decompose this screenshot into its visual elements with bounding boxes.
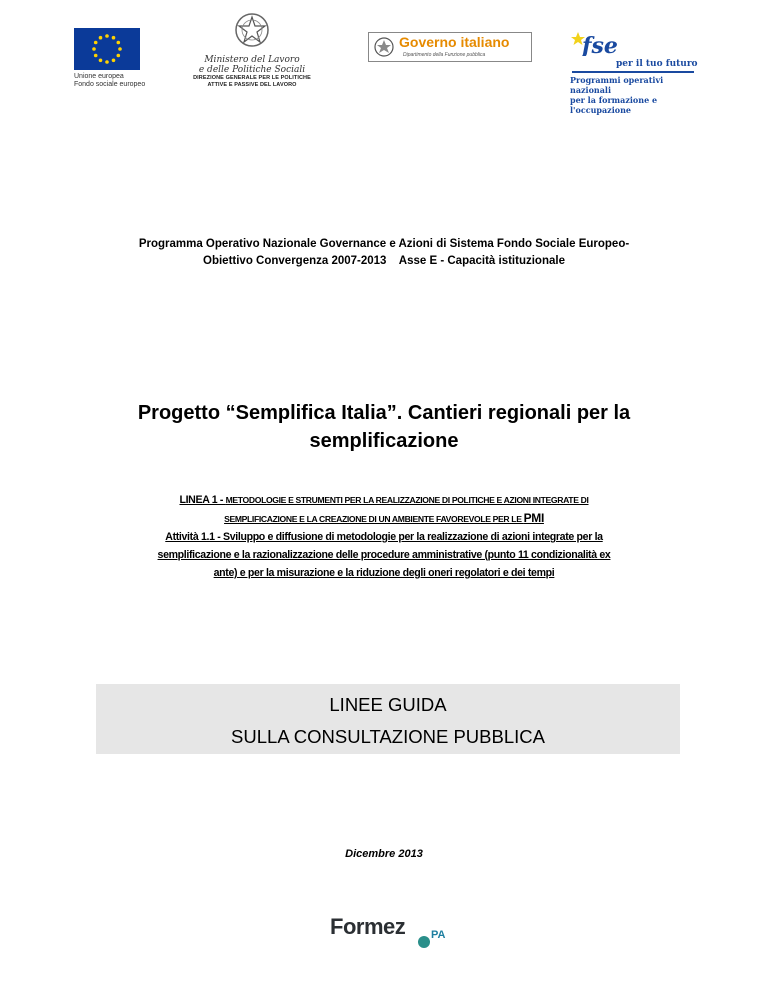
- eu-caption-1: Unione europea: [74, 73, 124, 80]
- eu-logo: [74, 28, 154, 89]
- fse-mark-icon: [570, 30, 620, 56]
- eu-flag-icon: [74, 28, 140, 70]
- linea-prefix: LINEA 1 -: [179, 494, 226, 506]
- ministry-direction-1: DIREZIONE GENERALE PER LE POLITICHE: [193, 75, 311, 81]
- formez-word: Formez: [330, 914, 406, 939]
- svg-text:fse: fse: [582, 33, 618, 56]
- linea-block: [40, 491, 728, 582]
- linea-text-2: SEMPLIFICAZIONE E LA CREAZIONE DI UN AMBIENTE FAVOREVOLE PER LE: [224, 514, 524, 524]
- linea-line-2: [40, 509, 728, 528]
- linea-text-1: METODOLOGIE E STRUMENTI PER LA REALIZZAZIONE DI POLITICHE E AZIONI INTEGRATE DI: [225, 495, 589, 505]
- fse-logo: [570, 30, 705, 115]
- document-title-line-1: LINEE GUIDA: [329, 694, 447, 715]
- programme-header-line-1: Programma Operativo Nazionale Governance e Azioni di Sistema Fondo Sociale Europeo-: [138, 238, 630, 250]
- attivita-line-1: Attività 1.1 - Sviluppo e diffusione di metodologie per la realizzazione di azioni integrate per la: [165, 531, 603, 543]
- governo-italiano-logo: [368, 32, 532, 62]
- attivita-line-3: ante) e per la misurazione e la riduzione degli oneri regolatori e dei tempi: [213, 567, 555, 579]
- ministry-logo: [192, 10, 312, 89]
- eu-caption-2: Fondo sociale europeo: [74, 81, 146, 88]
- project-title: [80, 399, 688, 455]
- linea-line-1: [40, 491, 728, 509]
- linea-pmi: PMI: [523, 511, 544, 525]
- formez-pa-suffix: PA: [431, 929, 446, 941]
- republic-emblem-icon: [232, 10, 272, 50]
- fse-tagline: per il tuo futuro: [616, 59, 698, 69]
- document-date: Dicembre 2013: [345, 848, 423, 860]
- ministry-name-2: e delle Politiche Sociali: [198, 65, 306, 75]
- ministry-name-1: Ministero del Lavoro: [204, 55, 300, 65]
- fse-subtitle-1: Programmi operativi nazionali: [570, 75, 664, 95]
- governo-emblem-icon: [373, 36, 395, 58]
- fse-subtitle-2: per la formazione e l'occupazione: [570, 95, 658, 115]
- governo-subtitle: Dipartimento della Funzione pubblica: [403, 52, 486, 58]
- formez-pa-logo: [330, 914, 450, 954]
- project-title-line-2: semplificazione: [309, 430, 459, 452]
- programme-header: [60, 236, 708, 270]
- attivita-line-2: semplificazione e la razionalizzazione delle procedure amministrative (punto 11 condizionalità ex: [157, 549, 611, 561]
- document-title-line-2: SULLA CONSULTAZIONE PUBBLICA: [231, 726, 545, 747]
- ministry-direction-2: ATTIVE E PASSIVE DEL LAVORO: [207, 82, 297, 88]
- formez-dot-icon: [418, 936, 430, 948]
- programme-header-line-2: Obiettivo Convergenza 2007-2013 Asse E - Capacità istituzionale: [203, 255, 565, 267]
- document-title-box: [96, 684, 680, 754]
- project-title-line-1: Progetto “Semplifica Italia”. Cantieri regionali per la: [137, 402, 631, 424]
- governo-title: Governo italiano: [399, 34, 510, 50]
